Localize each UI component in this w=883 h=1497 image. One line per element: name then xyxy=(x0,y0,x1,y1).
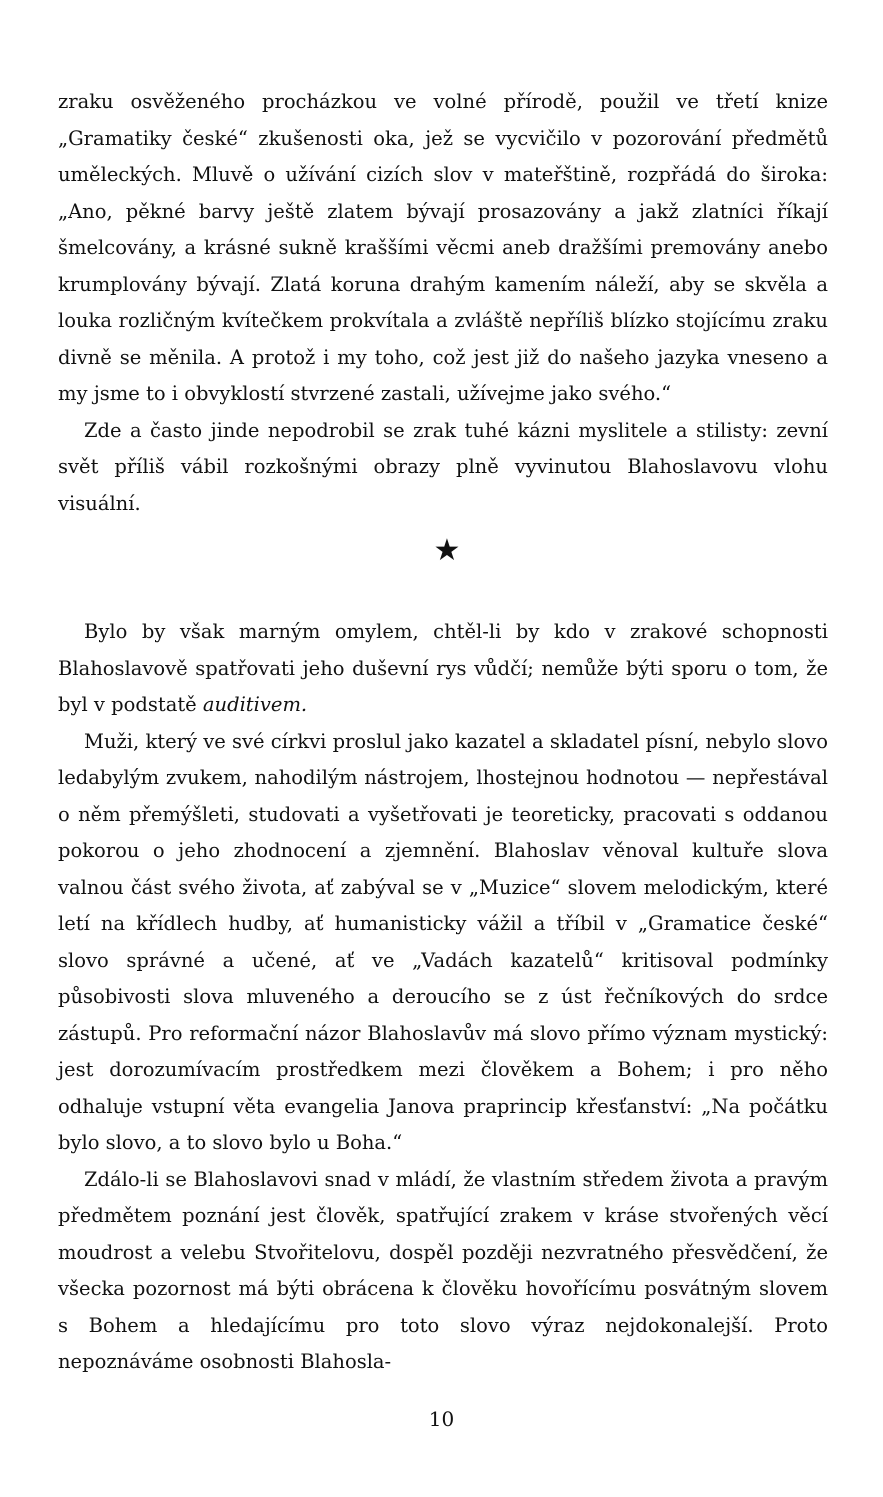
page-text xyxy=(58,84,828,1381)
page-number: 10 xyxy=(428,1407,455,1431)
star-separator-icon: ★ xyxy=(433,533,461,568)
paragraph-zdalo: Zdálo-li se Blahoslavovi snad v mládí, že vlastním středem života a pravým předmětem poznání jest člověk, spatřující zrakem v kráse stvořených věcí moudrost a velebu Stvořitelovu, dospěl později nezvratného přesvědčení, že všecka pozornost má býti obrácena k člověku hovořícímu posvátným slovem s Bohem a hledajícímu pro toto slovo výraz nejdokonalejší. Proto nepoznáváme osobnosti Blahosla- xyxy=(58,1167,828,1373)
paragraph-muzi: Muži, který ve své církvi proslul jako kazatel a skladatel písní, nebylo slovo ledabylým zvukem, nahodilým nástrojem, lhostejnou hodnotou — nepřestával o něm přemýšleti, studovati a vyšetřovati je teoreticky, pracovati s oddanou pokorou o jeho zhodnocení a zjemnění. Blahoslav věnoval kultuře slova valnou část svého života, ať zabýval se v „Muzice“ slovem melodickým, které letí na křídlech hudby, ať humanisticky vážil a tříbil v „Gramatice české“ slovo správné a učené, ať ve „Vadách kazatelů“ kritisoval podmínky působivosti slova mluveného a deroucího se z úst řečníkových do srdce zástupů. Pro reformační názor Blahoslavův má slovo přímo význam mystický: jest dorozumívacím prostředkem mezi člověkem a Bohem; i pro něho odhaluje vstupní věta evangelia Janova praprincip křesťanství: „Na počátku bylo slovo, a to slovo bylo u Boha.“ xyxy=(58,729,828,1154)
paragraph-continuation: zraku osvěženého procházkou ve volné přírodě, použil ve třetí knize „Gramatiky české“ zkušenosti oka, jež se vycvičilo v pozorování předmětů uměleckých. Mluvě o užívání cizích slov v mateřštině, rozpřádá do široka: „Ano, pěkné barvy ještě zlatem bývají prosazovány a jakž zlatníci říkají šmelcovány, a krásné sukně kraššími věcmi aneb dražšími premovány anebo krumplovány bývají. Zlatá koruna drahým kamením náleží, aby se skvěla a louka rozličným kvítečkem prokvítala a zvláště nepříliš blízko stojícímu zraku divně se měnila. A protož i my toho, což jest již do našeho jazyka vneseno a my jsme to i obvyklostí stvrzené zastali, užívejme jako svého.“ xyxy=(58,90,828,405)
paragraph-auditive xyxy=(58,614,828,724)
paragraph-zde: Zde a často jinde nepodrobil se zrak tuhé kázni myslitele a stilisty: zevní svět příliš vábil rozkošnými obrazy plně vyvinutou Blahoslavovu vlohu visuální. xyxy=(58,418,828,515)
emphasis-auditivem: auditivem. xyxy=(202,693,308,716)
paragraph-auditive-text: Bylo by však marným omylem, chtěl-li by kdo v zrakové schopnosti Blahoslavově spatřovati jeho duševní rys vůdčí; nemůže býti sporu o tom, že byl v podstatě xyxy=(58,620,828,716)
